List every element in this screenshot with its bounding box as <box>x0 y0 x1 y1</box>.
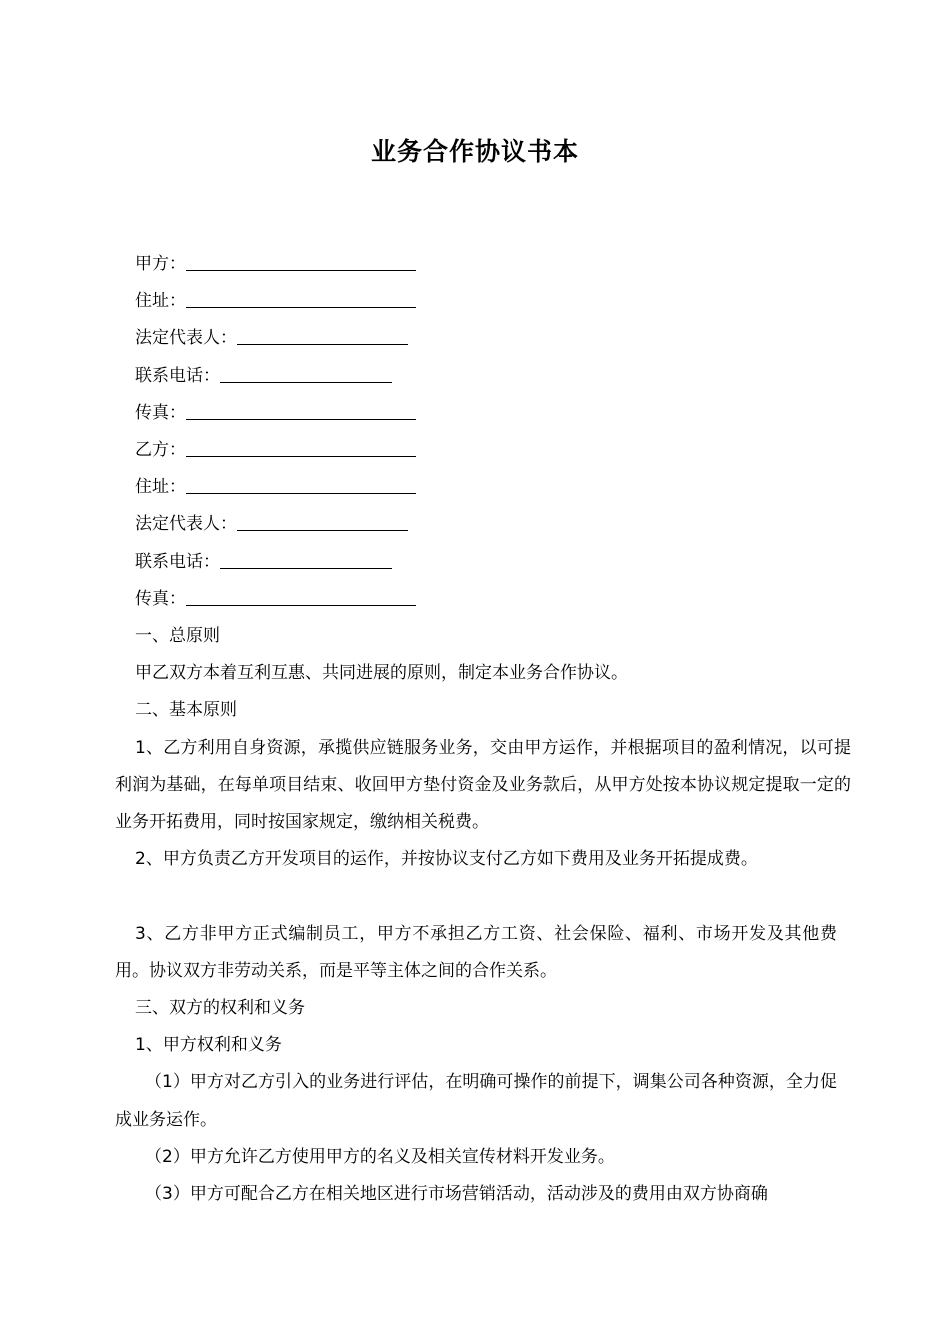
party-b-fax-field <box>135 581 835 618</box>
section-3-heading: 三、双方的权利和义务 <box>135 998 305 1019</box>
party-b-fax-blank <box>186 604 416 606</box>
section-2-item-3: 3、乙方非甲方正式编制员工，甲方不承担乙方工资、社会保险、福利、市场开发及其他费用。协议双方非劳动关系，而是平等主体之间的合作关系。 <box>115 923 837 981</box>
party-b-name-label: 乙方： <box>135 439 186 460</box>
party-a-name-label: 甲方： <box>135 254 186 274</box>
party-a-address-blank <box>186 306 416 308</box>
party-b-phone-label: 联系电话： <box>135 551 220 572</box>
section-1-heading: 一、总原则 <box>135 626 220 646</box>
party-b-legal-rep-label: 法定代表人： <box>135 514 237 535</box>
section-3-sub-1-heading: 1、甲方权利和义务 <box>135 1035 282 1056</box>
party-b-address-label: 住址： <box>135 477 186 498</box>
party-b-address-blank <box>186 492 416 494</box>
party-a-fax-label: 传真： <box>135 402 186 423</box>
party-a-phone-label: 联系电话： <box>135 365 220 386</box>
document-title: 业务合作协议书本 <box>370 137 579 166</box>
party-b-name-field <box>135 432 835 469</box>
party-a-fax-blank <box>186 418 416 420</box>
party-a-legal-rep-blank <box>237 343 408 345</box>
section-3-sub-1-item-3: （3）甲方可配合乙方在相关地区进行市场营销活动，活动涉及的费用由双方协商确 <box>145 1184 768 1205</box>
party-b-address-field <box>135 469 835 506</box>
party-info-block <box>135 246 835 618</box>
party-a-address-field <box>135 283 835 320</box>
paragraph-spacer <box>115 878 837 915</box>
section-2-heading: 二、基本原则 <box>135 700 237 721</box>
agreement-body <box>115 618 851 1213</box>
section-2-item-1: 1、乙方利用自身资源，承揽供应链服务业务，交由甲方运作，并根据项目的盈利情况，以可提利润为基础，在每单项目结束、收回甲方垫付资金及业务款后，从甲方处按本协议规定提取一定的业务开拓费用，同时按国家规定，缴纳相关税费。 <box>115 737 851 833</box>
party-a-phone-field <box>135 358 835 395</box>
party-a-address-label: 住址： <box>135 291 186 312</box>
party-b-legal-rep-blank <box>237 529 408 531</box>
party-a-name-blank <box>186 269 416 271</box>
party-b-phone-field <box>135 544 835 581</box>
party-a-fax-field <box>135 395 835 432</box>
section-1-text: 甲乙双方本着互利互惠、共同进展的原则，制定本业务合作协议。 <box>135 663 628 684</box>
section-3-sub-1-item-1: （1）甲方对乙方引入的业务进行评估，在明确可操作的前提下，调集公司各种资源，全力促成业务运作。 <box>115 1072 837 1130</box>
party-b-legal-rep-field <box>135 506 835 543</box>
party-a-name-field <box>135 246 835 283</box>
party-a-phone-blank <box>220 381 392 383</box>
section-2-item-2: 2、甲方负责乙方开发项目的运作，并按协议支付乙方如下费用及业务开拓提成费。 <box>135 849 758 870</box>
party-b-name-blank <box>186 455 416 457</box>
section-3-sub-1-item-2: （2）甲方允许乙方使用甲方的名义及相关宣传材料开发业务。 <box>145 1146 615 1167</box>
party-b-phone-blank <box>220 567 392 569</box>
party-a-legal-rep-field <box>135 320 835 357</box>
party-b-fax-label: 传真： <box>135 588 186 609</box>
party-a-legal-rep-label: 法定代表人： <box>135 328 237 349</box>
